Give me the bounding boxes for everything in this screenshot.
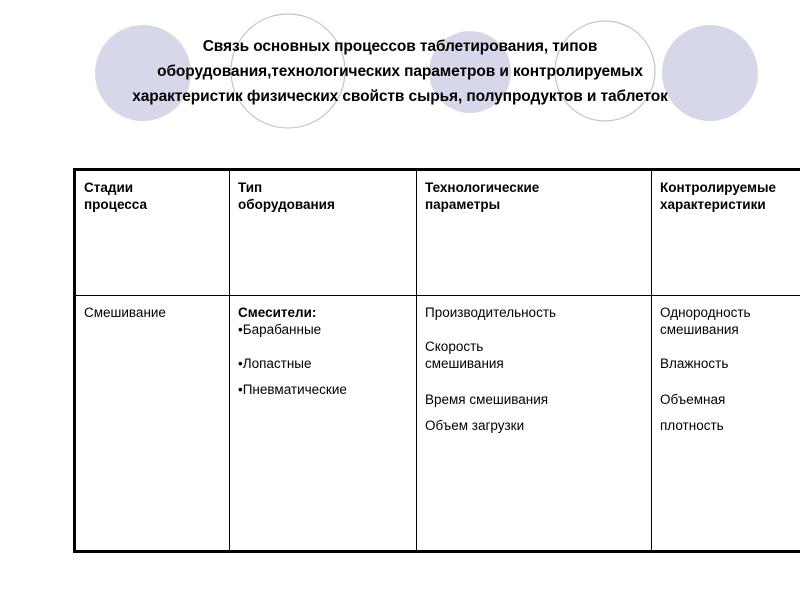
slide-title — [0, 34, 800, 109]
parameters-gap-3 — [425, 408, 645, 417]
stage-name: Смешивание — [84, 305, 166, 320]
table-header-cell-parameters — [417, 170, 652, 296]
equipment-bullet-1: •Барабанные — [238, 322, 322, 337]
parameters-gap-1 — [425, 321, 645, 338]
table-row — [75, 296, 800, 552]
characteristic-line-1: Однородность — [660, 305, 751, 320]
parameter-line-3: смешивания — [425, 356, 504, 371]
cell-equipment — [230, 296, 417, 552]
parameter-line-1: Производительность — [425, 305, 557, 320]
parameters-gap-2 — [425, 372, 645, 391]
table-header-cell-stage — [75, 170, 230, 296]
equipment-lead-label: Смесители: — [238, 305, 317, 320]
cell-characteristics — [652, 296, 800, 552]
characteristic-line-4: Объемная — [660, 392, 726, 407]
cell-parameters — [417, 296, 652, 552]
process-table-wrapper — [73, 168, 782, 553]
equipment-gap-2 — [238, 372, 410, 381]
characteristic-line-5: плотность — [660, 418, 724, 433]
table-header-row — [75, 170, 800, 296]
slide-title-line-2: оборудования,технологических параметров и контролируемых — [157, 63, 643, 80]
characteristics-gap-1 — [660, 338, 800, 355]
table-header-cell-characteristics — [652, 170, 800, 296]
parameter-line-4: Время смешивания — [425, 392, 549, 407]
header-equipment-line-1: Тип — [238, 180, 263, 195]
header-parameters-line-1: Технологические — [425, 180, 540, 195]
equipment-bullet-2: •Лопастные — [238, 356, 312, 371]
characteristics-gap-3 — [660, 408, 800, 417]
table-header-cell-equipment — [230, 170, 417, 296]
equipment-gap-1 — [238, 338, 410, 355]
slide-title-line-3: характеристик физических свойств сырья, полупродуктов и таблеток — [132, 88, 668, 105]
header-stage-line-2: процесса — [84, 197, 147, 212]
parameter-line-5: Объем загрузки — [425, 418, 525, 433]
slide-title-line-1: Связь основных процессов таблетирования, типов — [202, 38, 598, 55]
characteristic-line-3: Влажность — [660, 356, 729, 371]
header-stage-line-1: Стадии — [84, 180, 134, 195]
header-characteristics-line-1: Контролируемые — [660, 180, 777, 195]
characteristics-gap-2 — [660, 372, 800, 391]
header-equipment-line-2: оборудования — [238, 197, 335, 212]
characteristic-line-2: смешивания — [660, 322, 739, 337]
header-parameters-line-2: параметры — [425, 197, 501, 212]
process-table — [73, 168, 800, 553]
header-characteristics-line-2: характеристики — [660, 197, 766, 212]
parameter-line-2: Скорость — [425, 339, 484, 354]
equipment-bullet-3: •Пневматические — [238, 382, 347, 397]
cell-stage — [75, 296, 230, 552]
